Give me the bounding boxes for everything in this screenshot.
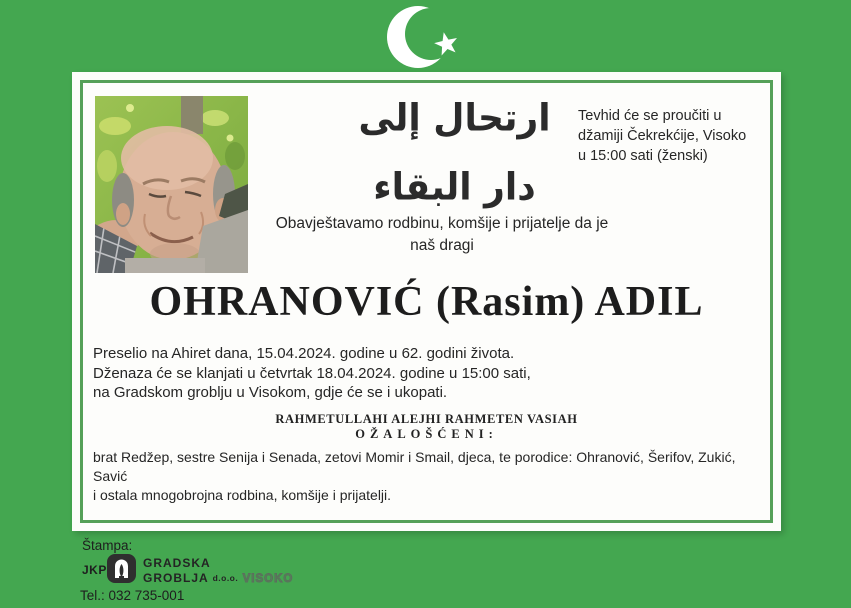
arabic-calligraphy: ارتحال إلى دار البقاء xyxy=(358,96,551,210)
company-city: VISOKO xyxy=(242,573,294,585)
announcement-text xyxy=(112,213,772,257)
mourners-line-2: i ostala mnogobrojna rodbina, komšije i prijatelji. xyxy=(93,487,392,503)
mourners-list xyxy=(93,448,763,505)
crescent-and-star-icon xyxy=(374,2,474,74)
details-line-2: Dženaza će se klanjati u četvrtak 18.04.2024. godine u 15:00 sati, xyxy=(93,364,531,382)
cemetery-company-logo-icon xyxy=(106,553,137,584)
tevhid-line-3: u 15:00 sati (ženski) xyxy=(578,148,708,164)
memorial-card xyxy=(72,72,781,531)
deceased-name: OHRANOVIĆ (Rasim) ADIL xyxy=(149,279,704,325)
mourners-heading: OŽALOŠĆENI: xyxy=(355,427,498,441)
company-name-line1: GRADSKA xyxy=(143,556,211,570)
company-prefix: JKP xyxy=(82,563,107,577)
details-line-3: na Gradskom groblju u Visokom, gdje će se i ukopati. xyxy=(93,384,448,401)
announcement-line-1: Obavještavamo rodbinu, komšije i prijatelje da je xyxy=(275,215,609,232)
tevhid-line-1: Tevhid će se proučiti u xyxy=(578,108,722,124)
company-name-line2 xyxy=(143,571,293,585)
tevhid-line-2: džamiji Čekrekćije, Visoko xyxy=(578,128,747,144)
stampa-label: Štampa: xyxy=(82,538,133,553)
prayer-line: RAHMETULLAHI ALEJHI RAHMETEN VASIAH xyxy=(275,412,578,426)
phone-number: Tel.: 032 735-001 xyxy=(80,588,185,603)
announcement-line-2: naš dragi xyxy=(410,237,474,254)
company-suffix: d.o.o. xyxy=(212,573,239,583)
tevhid-notice xyxy=(578,106,793,166)
funeral-details xyxy=(93,344,733,403)
details-line-1: Preselio na Ahiret dana, 15.04.2024. godine u 62. godini života. xyxy=(93,345,515,362)
company-name-groblja: GROBLJA xyxy=(143,571,209,585)
mourners-line-1: brat Redžep, sestre Senija i Senada, zetovi Momir i Smail, djeca, te porodice: Ohranović, Šerifov, Zukić, Savić xyxy=(93,449,736,484)
